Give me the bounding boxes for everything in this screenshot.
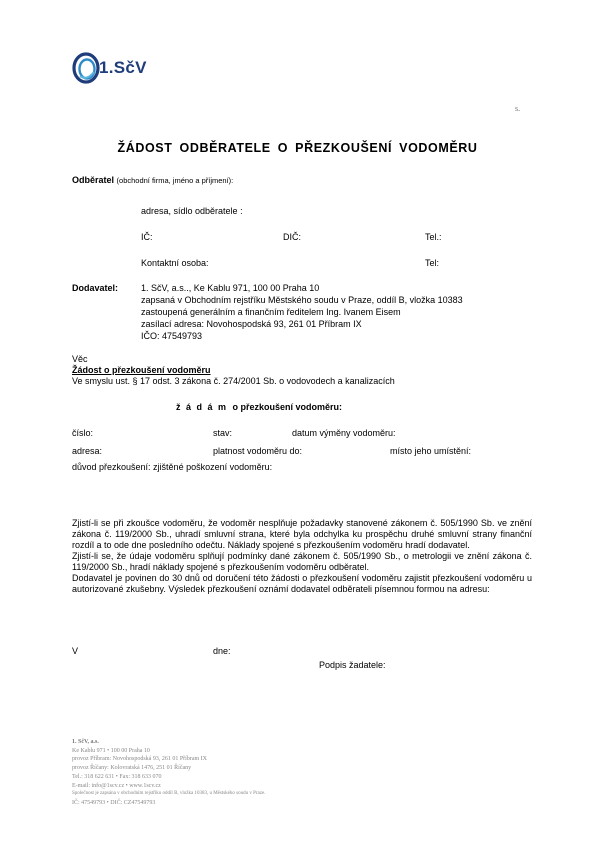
footer-company: 1. SčV, a.s. — [72, 739, 99, 745]
supplier-line: zapsaná v Obchodním rejstříku Městského soudu v Praze, oddíl B, vložka 10383 — [141, 295, 463, 305]
customer-row — [72, 175, 233, 186]
footer-contact — [72, 738, 265, 808]
dic-label: DIČ: — [283, 232, 301, 242]
footer-line: Ke Kablu 971 • 100 00 Praha 10 — [72, 747, 150, 754]
meter-number-label: číslo: — [72, 428, 94, 438]
contact-person-label: Kontaktní osoba: — [141, 258, 209, 268]
legal-basis: Ve smyslu ust. § 17 odst. 3 zákona č. 274/2001 Sb. o vodovodech a kanalizacích — [72, 376, 395, 386]
page-title: ŽÁDOST ODBĚRATELE O PŘEZKOUŠENÍ VODOMĚRU — [117, 141, 478, 155]
meter-validity-label: platnost vodoměru do: — [213, 446, 303, 456]
customer-hint: (obchodní firma, jméno a příjmení): — [116, 176, 234, 185]
tel-label: Tel.: — [425, 232, 442, 242]
footer-line: provoz Říčany: Kolovratská 1476, 251 01 Říčany — [72, 765, 192, 772]
meter-address-label: adresa: — [72, 446, 103, 456]
terms-paragraph: Dodavatel je povinen do 30 dnů od doručení této žádosti o přezkoušení vodoměru zajistit přezkoušení vodoměru u autorizované zkušebny. Výsledek přezkoušení oznámí dodavatel odběrateli písemnou formou na adresu: — [72, 573, 532, 594]
signature-label: Podpis žadatele: — [319, 660, 386, 670]
supplier-line: IČO: 47549793 — [141, 331, 203, 341]
terms-paragraph: Zjistí-li se, že údaje vodoměru splňují podmínky dané zákonem č. 505/1990 Sb., o metrologii ve znění zákona č. 119/2000 Sb., hradí náklady spojené s přezkoušením vodoměru odběratel. — [72, 551, 532, 572]
reason-label: důvod přezkoušení: zjištěné poškození vodoměru: — [72, 462, 273, 472]
corner-mark: s. — [515, 104, 521, 113]
subject-label: Věc — [72, 354, 88, 364]
contact-tel-label: Tel: — [425, 258, 440, 268]
replacement-date-label: datum výměny vodoměru: — [292, 428, 396, 438]
place-label: V — [72, 646, 79, 656]
request-heading — [176, 402, 342, 413]
terms-block — [72, 518, 532, 595]
meter-location-label: místo jeho umístění: — [390, 446, 472, 456]
footer-email: E-mail: info@1scv.cz • www.1scv.cz — [72, 782, 161, 789]
supplier-label: Dodavatel: — [72, 283, 119, 293]
footer-line: Tel.: 318 622 631 • Fax: 318 633 070 — [72, 773, 162, 780]
customer-label: Odběratel — [72, 175, 115, 185]
terms-paragraph: Zjistí-li se při zkoušce vodoměru, že vodoměr nesplňuje požadavky stanovené zákonem č. 505/1990 Sb. ve znění zákona č. 119/2000 Sb., uhradí smluvní strana, které byla odchylka ku prospěchu druhé smluvní strany finanční rozdíl a to ode dne posledního odečtu. Náklady spojené s přezkoušením vodoměru hradí dodavatel. — [72, 518, 532, 550]
logo-text: 1.SčV — [99, 58, 147, 77]
supplier-line: 1. SčV, a.s.., Ke Kablu 971, 100 00 Praha 10 — [141, 283, 320, 293]
company-logo — [72, 52, 172, 86]
footer-ids: IČ: 47549793 • DIČ: CZ47549793 — [72, 799, 156, 806]
customer-address-label: adresa, sídlo odběratele : — [141, 206, 243, 216]
ic-label: IČ: — [141, 232, 153, 242]
logo-emblem-icon — [72, 52, 102, 84]
subject-title: Žádost o přezkoušení vodoměru — [72, 365, 211, 375]
footer-line: provoz Příbram: Novohospodská 93, 261 01 Příbram IX — [72, 756, 207, 763]
request-rest: o přezkoušení vodoměru: — [232, 402, 343, 412]
supplier-line: zasílací adresa: Novohospodská 93, 261 01 Příbram IX — [141, 319, 362, 329]
supplier-line: zastoupená generálním a finančním ředitelem Ing. Ivanem Eisem — [141, 307, 401, 317]
footer-registry: Společnost je zapsána v obchodním rejstříku oddíl B, vložka 10383, u Městského soudu v Praze. — [72, 791, 266, 797]
date-label: dne: — [213, 646, 231, 656]
request-word: ž á d á m — [176, 402, 228, 412]
meter-state-label: stav: — [213, 428, 233, 438]
